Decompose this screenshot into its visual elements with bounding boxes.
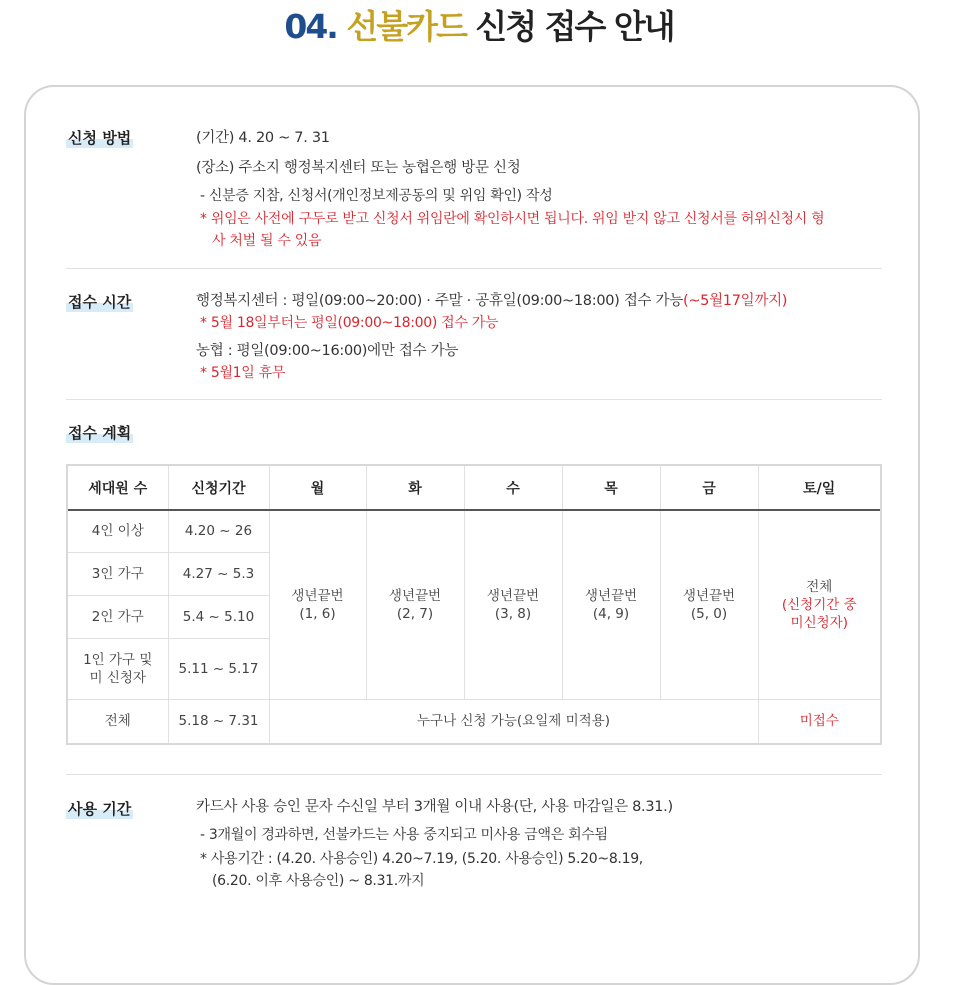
header-period: 신청기간	[168, 466, 269, 510]
header-weekend: 토/일	[758, 466, 880, 510]
day-label: 생년끝번	[584, 587, 638, 604]
usage-line-2: * 사용기간 : (4.20. 사용승인) 4.20~7.19, (5.20. 사용승인) 5.20~8.19,	[200, 851, 643, 867]
page-title	[0, 4, 958, 50]
center-hours	[196, 291, 787, 311]
header-thu: 목	[562, 466, 660, 510]
household-cell: 3인 가구	[68, 552, 168, 595]
day-digits: (1, 6)	[299, 605, 336, 622]
period-cell: 5.11 ~ 5.17	[168, 638, 269, 699]
household-line: 1인 가구 및	[83, 651, 153, 668]
table-row-total	[68, 699, 880, 743]
divider	[66, 268, 882, 269]
apply-docs: - 신분증 지참, 신청서(개인정보제공동의 및 위임 확인) 작성	[200, 188, 553, 204]
household-cell	[68, 638, 168, 699]
usage-line-1: - 3개월이 경과하면, 선불카드는 사용 중지되고 미사용 금액은 회수됨	[200, 827, 608, 843]
weekend-note: 미신청자)	[790, 614, 848, 631]
day-label: 생년끝번	[682, 587, 736, 604]
period-cell: 4.20 ~ 26	[168, 510, 269, 552]
apply-method-label: 신청 방법	[68, 129, 132, 147]
period-cell: 4.27 ~ 5.3	[168, 552, 269, 595]
center-hours-main: 행정복지센터 : 평일(09:00~20:00) · 주말 · 공휴일(09:00~18:00) 접수 가능	[196, 293, 683, 309]
apply-period: (기간) 4. 20 ~ 7. 31	[196, 130, 330, 146]
weekend-label: 전체	[806, 578, 833, 595]
table-header-row	[68, 466, 880, 510]
center-hours-until: (~5월17일까지)	[682, 293, 788, 309]
usage-label: 사용 기간	[68, 800, 132, 818]
apply-note-1: * 위임은 사전에 구두로 받고 신청서 위임란에 확인하시면 됩니다. 위임 받지 않고 신청서를 허위신청시 형	[200, 211, 825, 227]
header-wed: 수	[464, 466, 562, 510]
period-cell: 5.4 ~ 5.10	[168, 595, 269, 638]
title-number: 04.	[284, 7, 337, 46]
nh-holiday-note: * 5월1일 휴무	[200, 365, 286, 381]
header-household: 세대원 수	[68, 466, 168, 510]
plan-label: 접수 계획	[68, 424, 132, 442]
day-digits: (4, 9)	[592, 605, 630, 622]
header-mon: 월	[269, 466, 366, 510]
household-cell: 2인 가구	[68, 595, 168, 638]
day-label: 생년끝번	[486, 587, 540, 604]
usage-main: 카드사 사용 승인 문자 수신일 부터 3개월 이내 사용(단, 사용 마감일은 8.31.)	[196, 799, 673, 815]
weekend-cell	[758, 510, 880, 699]
header-fri: 금	[660, 466, 758, 510]
header-tue: 화	[366, 466, 464, 510]
plan-table-frame	[66, 464, 882, 745]
title-rest: 신청 접수 안내	[475, 7, 674, 46]
nh-hours: 농협 : 평일(09:00~16:00)에만 접수 가능	[196, 343, 459, 359]
day-cell-tue	[366, 510, 464, 699]
day-label: 생년끝번	[291, 587, 344, 604]
day-label: 생년끝번	[388, 587, 442, 604]
divider	[66, 399, 882, 400]
day-cell-thu	[562, 510, 660, 699]
household-line: 미 신청자	[89, 669, 146, 686]
day-digits: (3, 8)	[494, 605, 532, 622]
apply-note-2: 사 처벌 될 수 있음	[212, 233, 322, 249]
day-digits: (5, 0)	[690, 605, 728, 622]
day-digits: (2, 7)	[396, 605, 434, 622]
center-hours-note: * 5월 18일부터는 평일(09:00~18:00) 접수 가능	[200, 315, 499, 331]
apply-place: (장소) 주소지 행정복지센터 또는 농협은행 방문 신청	[196, 160, 521, 176]
reception-time-label: 접수 시간	[68, 293, 132, 311]
household-cell: 전체	[68, 699, 168, 743]
household-cell: 4인 이상	[68, 510, 168, 552]
day-cell-mon	[269, 510, 366, 699]
table-row	[68, 510, 880, 552]
weekend-note: (신청기간 중	[781, 596, 857, 613]
usage-line-3: (6.20. 이후 사용승인) ~ 8.31.까지	[212, 873, 425, 889]
day-cell-fri	[660, 510, 758, 699]
weekend-total-cell: 미접수	[799, 713, 839, 730]
period-cell: 5.18 ~ 7.31	[168, 699, 269, 743]
title-accent: 선불카드	[346, 7, 466, 46]
plan-table	[68, 466, 880, 743]
any-day-cell: 누구나 신청 가능(요일제 미적용)	[269, 699, 758, 743]
day-cell-wed	[464, 510, 562, 699]
divider	[66, 774, 882, 775]
